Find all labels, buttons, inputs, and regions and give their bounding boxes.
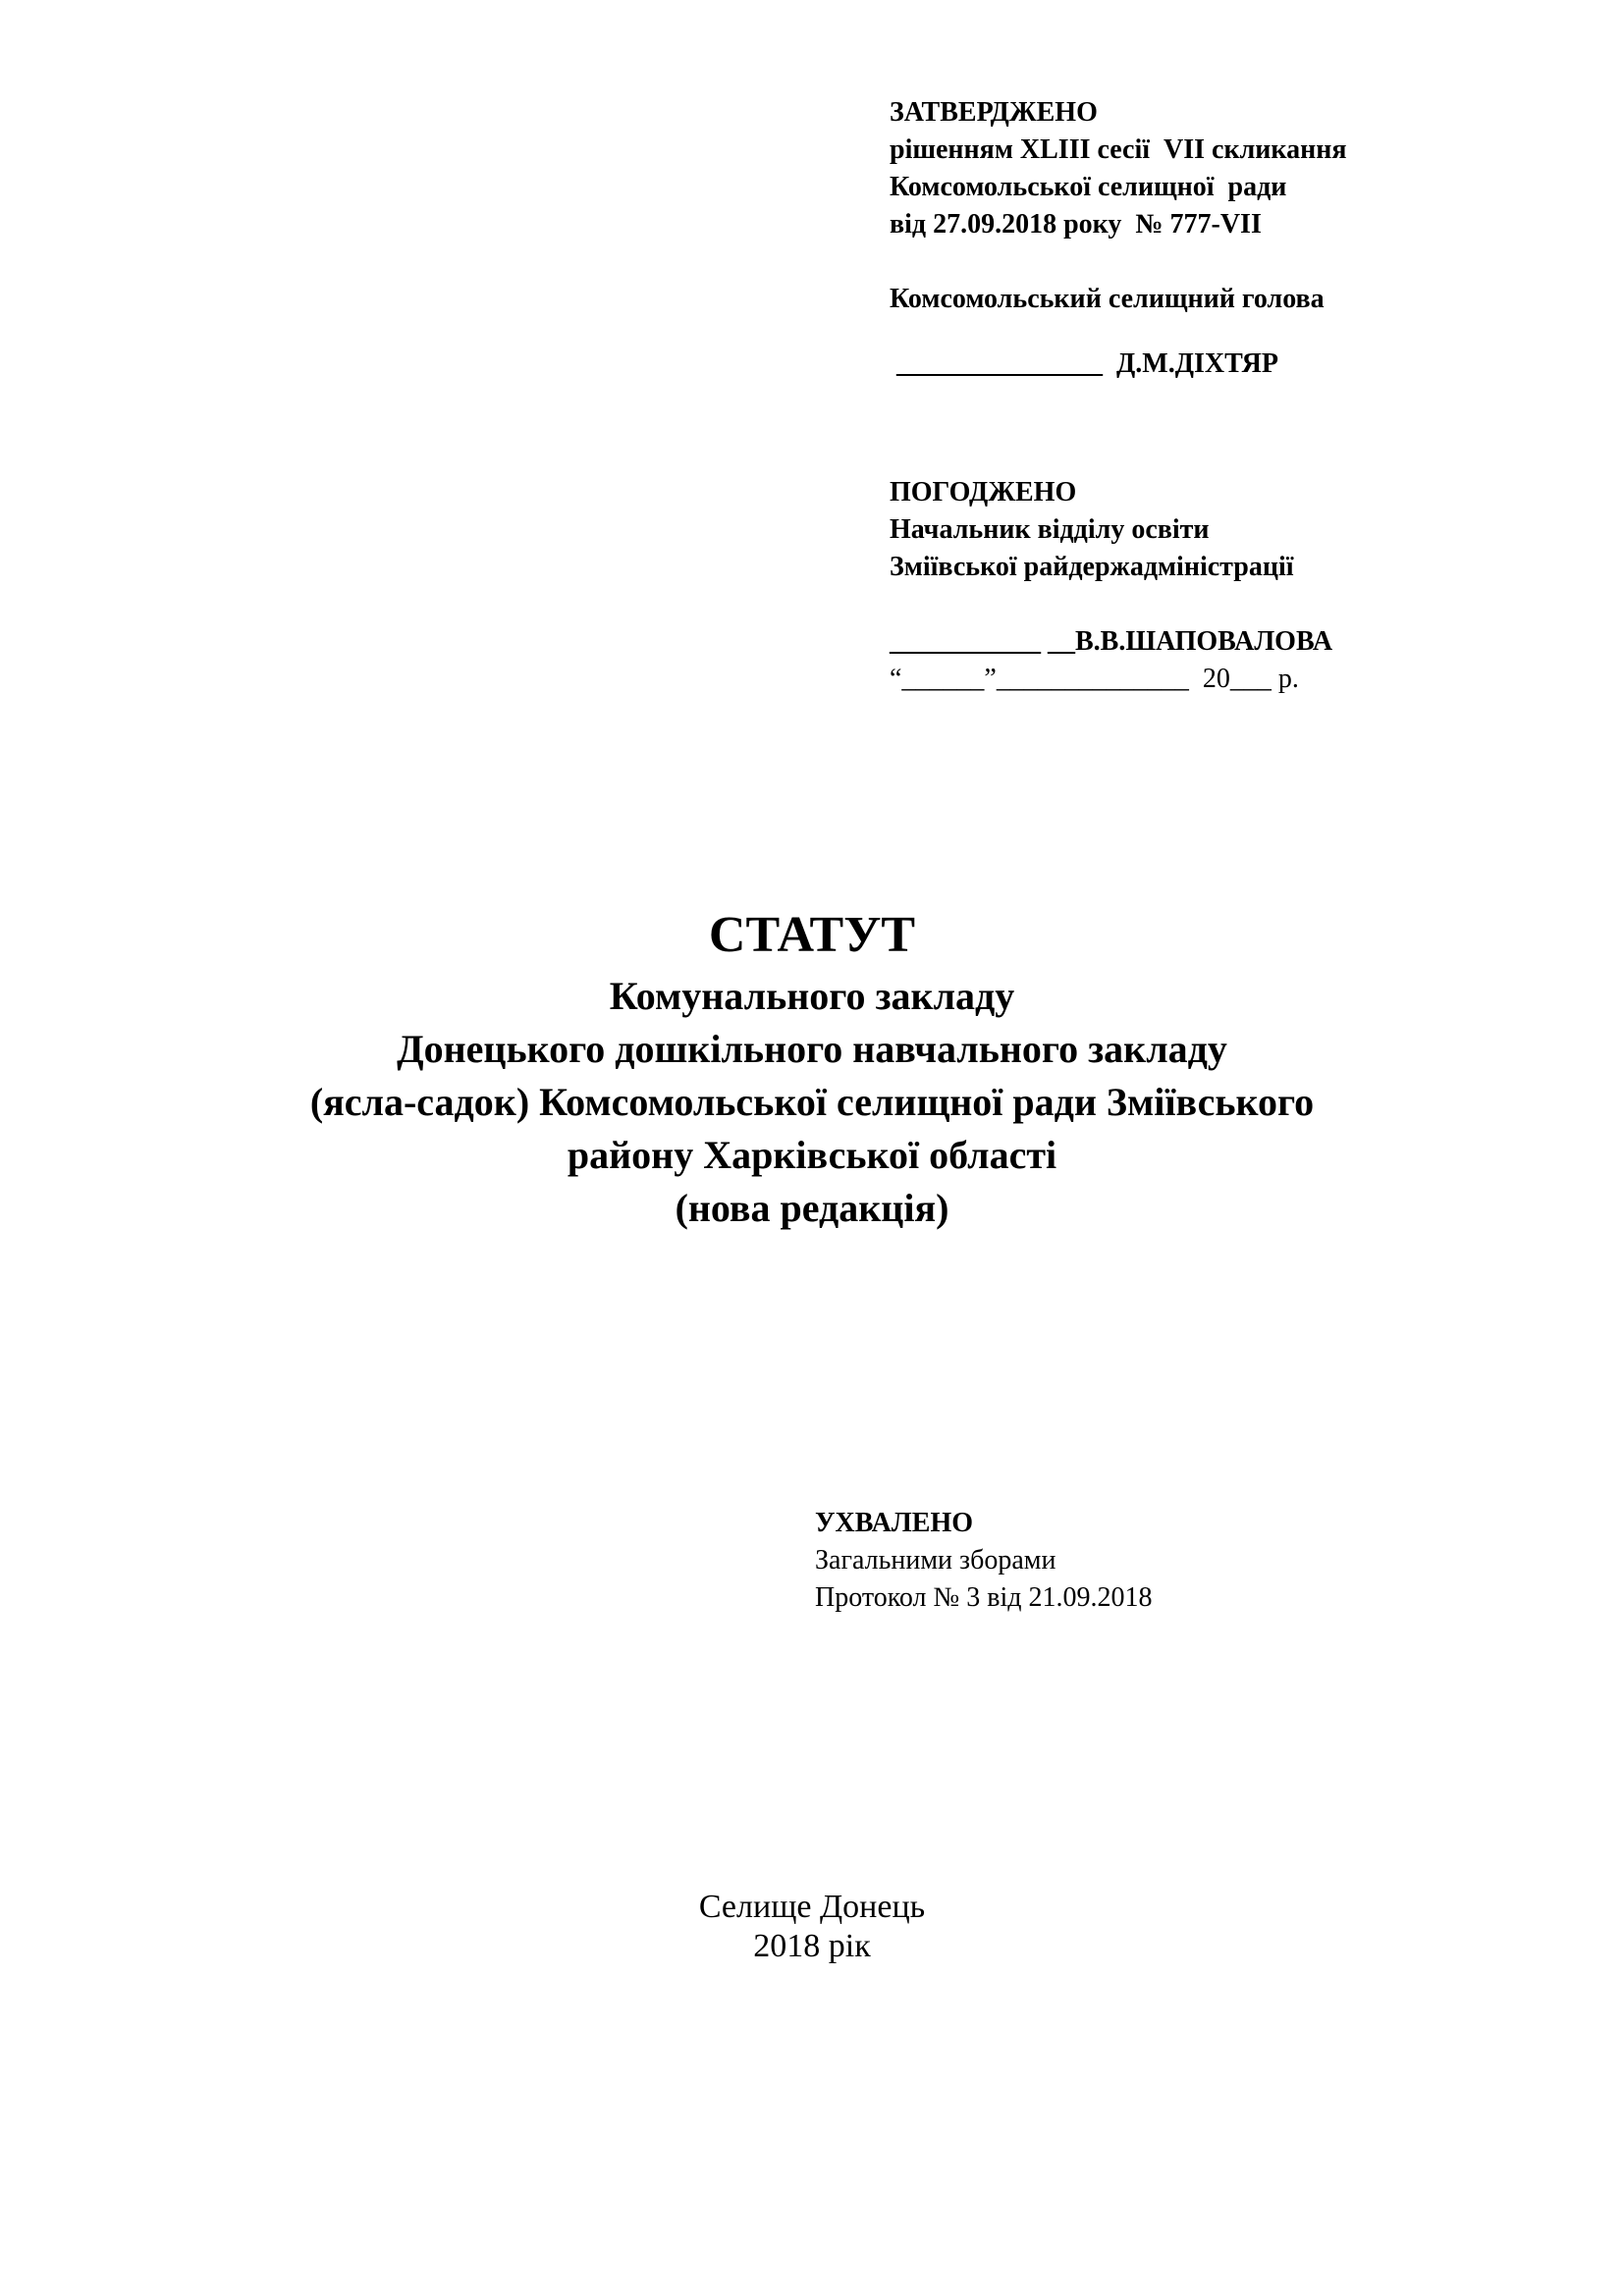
agreement-organization-line: Зміївської райдержадміністрації — [890, 552, 1294, 582]
ratification-body-line: Загальними зборами — [815, 1545, 1056, 1575]
ratification-protocol-line: Протокол № 3 від 21.09.2018 — [815, 1582, 1153, 1613]
ratification-block — [815, 1505, 1152, 1617]
approval-position: Комсомольський селищний голова — [890, 284, 1325, 314]
agreement-block — [890, 474, 1332, 698]
title-line-1: Комунального закладу — [609, 974, 1015, 1018]
approval-decision-line: рішенням XLIII сесії VII скликання — [890, 134, 1347, 165]
ratification-heading: УХВАЛЕНО — [815, 1508, 973, 1538]
approval-signature: _______________ Д.М.ДІХТЯР — [890, 348, 1279, 379]
spacer — [890, 243, 1347, 281]
spacer — [890, 586, 1332, 623]
agreement-position-line: Начальник відділу освіти — [890, 514, 1210, 545]
agreement-signature: ___________ __В.В.ШАПОВАЛОВА — [890, 626, 1333, 657]
title-main: СТАТУТ — [708, 907, 916, 963]
title-line-4: району Харківської області — [567, 1133, 1057, 1177]
approval-block — [890, 94, 1347, 383]
title-line-2: Донецького дошкільного навчального закладу — [397, 1027, 1227, 1071]
footer-block — [0, 1888, 1624, 1966]
approval-heading: ЗАТВЕРДЖЕНО — [890, 97, 1098, 128]
footer-year: 2018 рік — [753, 1928, 871, 1964]
approval-date-line: від 27.09.2018 року № 777-VII — [890, 209, 1262, 240]
agreement-heading: ПОГОДЖЕНО — [890, 477, 1077, 507]
agreement-date-line: “______”______________ 20___ р. — [890, 664, 1299, 694]
footer-place: Селище Донець — [698, 1889, 926, 1925]
spacer — [890, 318, 1347, 346]
title-line-5: (нова редакція) — [675, 1186, 949, 1230]
approval-council-line: Комсомольської селищної ради — [890, 172, 1287, 202]
document-title — [0, 901, 1624, 1235]
title-line-3: (ясла-садок) Комсомольської селищної ради Зміївського — [309, 1080, 1315, 1124]
